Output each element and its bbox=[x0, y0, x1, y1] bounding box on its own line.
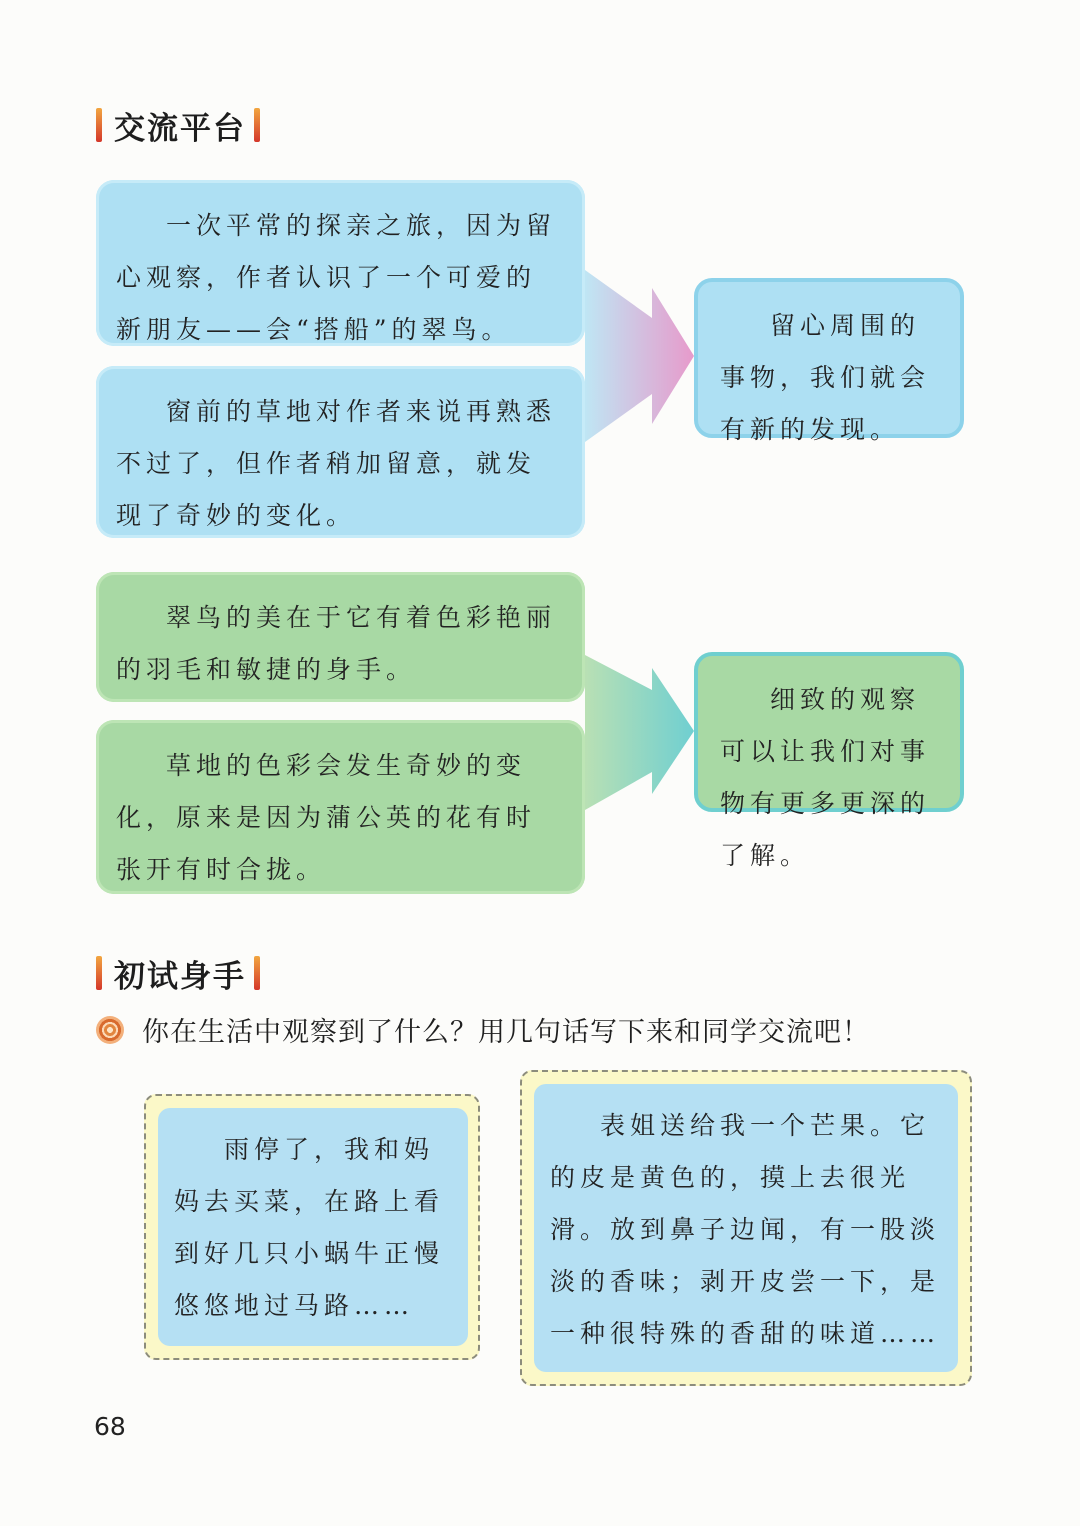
section-heading-exchange bbox=[96, 102, 260, 148]
conclusion-text: 留心周围的事物，我们就会有新的发现。 bbox=[720, 311, 931, 444]
heading-bar-icon bbox=[96, 956, 102, 990]
example-box-1 bbox=[158, 1108, 468, 1346]
arrow-icon bbox=[585, 270, 694, 442]
section-heading-practice bbox=[96, 950, 260, 996]
heading-bar-icon bbox=[254, 108, 260, 142]
exchange-text: 窗前的草地对作者来说再熟悉不过了，但作者稍加留意，就发现了奇妙的变化。 bbox=[116, 397, 557, 530]
heading-bar-icon bbox=[254, 956, 260, 990]
exchange-text: 翠鸟的美在于它有着色彩艳丽的羽毛和敏捷的身手。 bbox=[116, 603, 557, 684]
exchange-text: 一次平常的探亲之旅，因为留心观察，作者认识了一个可爱的新朋友——会“搭船”的翠鸟。 bbox=[116, 211, 557, 344]
prompt-text: 你在生活中观察到了什么？用几句话写下来和同学交流吧！ bbox=[142, 1017, 870, 1048]
practice-prompt bbox=[96, 1010, 870, 1049]
arrow-icon bbox=[585, 655, 694, 810]
exchange-box-1 bbox=[96, 180, 585, 346]
heading-bar-icon bbox=[96, 108, 102, 142]
section-title: 初试身手 bbox=[114, 958, 246, 995]
example-box-2 bbox=[534, 1084, 958, 1372]
section-title: 交流平台 bbox=[114, 110, 246, 147]
exchange-box-3 bbox=[96, 572, 585, 702]
example-text: 表姐送给我一个芒果。它的皮是黄色的，摸上去很光滑。放到鼻子边闻，有一股淡淡的香味；剥开皮尝一下，是一种很特殊的香甜的味道…… bbox=[550, 1111, 941, 1348]
spiral-bullet-icon bbox=[96, 1016, 124, 1044]
exchange-box-2 bbox=[96, 366, 585, 538]
conclusion-box-1 bbox=[694, 278, 964, 444]
example-text: 雨停了，我和妈妈去买菜，在路上看到好几只小蜗牛正慢悠悠地过马路…… bbox=[174, 1135, 445, 1320]
exchange-box-4 bbox=[96, 720, 585, 894]
conclusion-box-2 bbox=[694, 652, 964, 870]
exchange-text: 草地的色彩会发生奇妙的变化，原来是因为蒲公英的花有时张开有时合拢。 bbox=[116, 751, 537, 884]
page-number: 68 bbox=[94, 1412, 126, 1441]
conclusion-text: 细致的观察可以让我们对事物有更多更深的了解。 bbox=[720, 685, 931, 870]
